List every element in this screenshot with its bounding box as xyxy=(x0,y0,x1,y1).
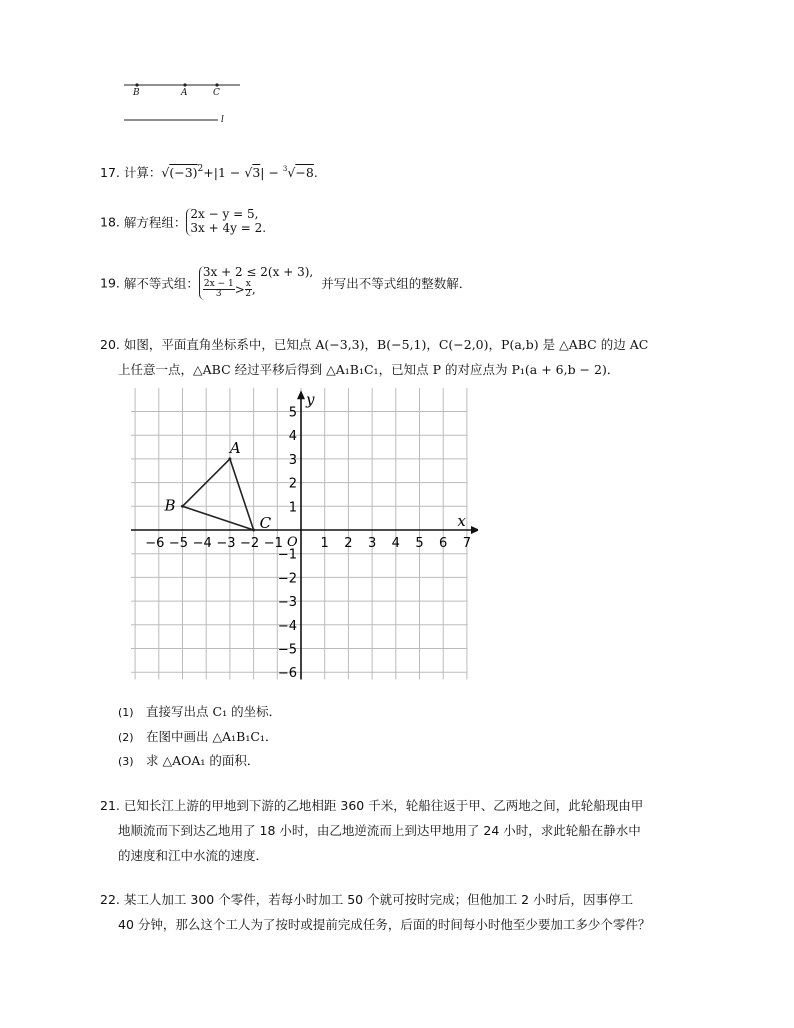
y-axis-arrow xyxy=(297,390,305,399)
q20-segment-ac: AC xyxy=(629,337,649,352)
question-22-line1 xyxy=(100,890,633,908)
q20-sub-1-math: C₁ xyxy=(212,704,228,719)
q20-sub-2 xyxy=(118,727,277,745)
q20-text-2c: ，已知点 xyxy=(378,362,429,377)
q19-ineq2: $\frac{2x - 1}{3}$ > $\frac{x}{2}$ , xyxy=(203,278,256,300)
point-a xyxy=(228,457,231,460)
question-20-line1: 20. 如图，平面直角坐标系中，已知点 A(−3,3)，B(−5,1)，C(−2,0)，P(a,b) 是 △ABC 的边 AC xyxy=(100,337,649,352)
q20-point-a: A(−3,3) xyxy=(315,337,365,352)
coordinate-plane xyxy=(128,385,478,680)
question-22-line2 xyxy=(118,915,650,933)
q20-text-2a: 上任意一点， xyxy=(118,362,194,377)
y-tick-label: −4 xyxy=(277,618,297,634)
q17-number: 17. xyxy=(100,165,120,180)
x-tick-label: −3 xyxy=(216,536,236,551)
q20-sub-2-text: 在图中画出 xyxy=(146,729,209,744)
q20-sub-3 xyxy=(118,751,259,769)
q18-prefix: 解方程组： xyxy=(123,214,187,230)
x-axis-arrow xyxy=(471,526,478,534)
q22-text-1d: 小时后，因事停工 xyxy=(533,892,634,907)
q21-hours-up: 24 xyxy=(483,823,500,838)
q18-system xyxy=(186,208,266,236)
q20-text-2b: 经过平移后得到 xyxy=(234,362,323,377)
q21-text-2c: 小时，求此轮船在静水中 xyxy=(503,823,641,838)
point-label-c: C xyxy=(259,514,272,532)
x-tick-label: 3 xyxy=(367,536,377,551)
x-tick-label: −4 xyxy=(192,536,212,551)
q20-sub-1-number: (1) xyxy=(118,706,134,719)
x-tick-label: −1 xyxy=(263,536,283,551)
q21-distance: 360 xyxy=(340,798,365,813)
x-tick-label: −5 xyxy=(168,536,189,551)
q19-prefix: 解不等式组： xyxy=(123,275,199,291)
origin-label: O xyxy=(287,535,298,550)
q21-text-1b: 千米，轮船往返于甲、乙两地之间，此轮船现由甲 xyxy=(368,798,644,813)
q22-minutes: 40 xyxy=(118,917,134,932)
label-a: A xyxy=(181,88,188,98)
q20-triangle: △ABC xyxy=(559,337,597,352)
q19-ineq1: 3x + 2 ≤ 2(x + 3), xyxy=(202,265,314,279)
y-tick-label: −1 xyxy=(277,547,297,563)
y-tick-label: 1 xyxy=(288,500,297,516)
question-21-line3 xyxy=(118,846,268,864)
q20-point-b: B(−5,1) xyxy=(377,337,427,352)
x-axis-label: x xyxy=(457,512,466,530)
q21-text-2a: 地顺流而下到达乙地用了 xyxy=(118,823,256,838)
q20-sub-3-tail: 的面积． xyxy=(209,753,260,768)
q21-text-2b: 小时，由乙地逆流而上到达甲地用了 xyxy=(279,823,480,838)
q20-text-1: 如图，平面直角坐标系中，已知点 xyxy=(123,337,312,352)
label-b: B xyxy=(133,88,140,98)
q20-point-p: P(a,b) xyxy=(501,337,539,352)
q22-text-2b: 分钟，那么这个工人为了按时或提前完成任务，后面的时间每小时他至少要加工多少个零件？ xyxy=(137,917,651,932)
q20-text-dot: ． xyxy=(606,362,620,377)
point-c xyxy=(215,83,218,86)
q20-sub-1-text: 直接写出点 xyxy=(146,704,209,719)
question-19 xyxy=(100,266,471,300)
q17-prefix: 计算： xyxy=(123,165,162,180)
q20-sub-3-math: △AOA₁ xyxy=(162,753,206,768)
y-tick-label: −2 xyxy=(277,571,297,587)
y-tick-label: −3 xyxy=(277,595,297,611)
q22-rate: 50 xyxy=(347,892,364,907)
q21-number: 21. xyxy=(100,798,120,813)
x-tick-label: 1 xyxy=(320,536,329,551)
q19-number: 19. xyxy=(100,275,120,291)
q22-number: 22. xyxy=(100,892,120,907)
x-tick-label: 2 xyxy=(344,536,353,551)
label-l: l xyxy=(221,115,224,125)
q20-sub-2-number: (2) xyxy=(118,731,134,744)
q18-eq2: 3x + 4y = 2. xyxy=(190,220,267,235)
q22-hours: 2 xyxy=(521,892,530,907)
q18-eq1: 2x − y = 5, xyxy=(190,207,259,221)
q20-sub-1 xyxy=(118,702,281,720)
q21-text-3: 的速度和江中水流的速度． xyxy=(118,848,269,863)
q19-system xyxy=(199,266,313,300)
y-tick-label: −6 xyxy=(277,666,297,680)
x-tick-label: 7 xyxy=(462,536,472,551)
q22-parts: 300 xyxy=(190,892,215,907)
q17-expression: $√(-3)^2+|1 - √3| - ^3√-8$. xyxy=(161,164,318,180)
q21-text-1a: 已知长江上游的甲地到下游的乙地相距 xyxy=(123,798,337,813)
y-tick-label: 4 xyxy=(288,429,297,445)
q20-text-edge: 的边 xyxy=(600,337,626,352)
q18-number: 18. xyxy=(100,214,120,230)
point-c xyxy=(252,529,255,532)
x-tick-label: −6 xyxy=(145,536,165,551)
q20-sub-3-number: (3) xyxy=(118,755,134,768)
point-b xyxy=(181,505,184,508)
point-label-a: A xyxy=(229,438,241,457)
q20-triangle-3: △A₁B₁C₁ xyxy=(326,362,379,377)
q20-sub-1-tail: 的坐标． xyxy=(231,704,282,719)
x-tick-label: 4 xyxy=(391,536,400,551)
point-b xyxy=(135,83,138,86)
x-tick-label: −2 xyxy=(240,536,260,551)
number-line-figure xyxy=(118,76,248,132)
q22-text-1c: 个就可按时完成；但他加工 xyxy=(367,892,518,907)
q22-text-1a: 某工人加工 xyxy=(123,892,187,907)
q19-suffix: 并写出不等式组的整数解． xyxy=(321,275,472,291)
question-20-line2 xyxy=(118,360,619,378)
q20-number: 20. xyxy=(100,337,120,352)
q21-hours-down: 18 xyxy=(259,823,276,838)
q20-point-c: C(−2,0) xyxy=(438,337,489,352)
question-18 xyxy=(100,208,266,236)
question-21-line2 xyxy=(118,821,641,839)
q20-point-p1: P₁(a + 6,b − 2) xyxy=(511,362,607,377)
triangle-abc xyxy=(183,459,254,530)
y-tick-label: 5 xyxy=(288,405,297,421)
q20-sub-3-text: 求 xyxy=(146,753,159,768)
q20-text-is: 是 xyxy=(542,337,556,352)
y-tick-label: 3 xyxy=(288,452,297,468)
q20-triangle-2: △ABC xyxy=(193,362,231,377)
y-tick-label: 2 xyxy=(288,476,297,492)
q22-text-1b: 个零件，若每小时加工 xyxy=(218,892,344,907)
y-axis-label: y xyxy=(306,390,315,409)
x-tick-label: 5 xyxy=(415,536,424,551)
q20-point-p2: P xyxy=(432,362,441,377)
q20-sub-2-math: △A₁B₁C₁ xyxy=(212,729,265,744)
y-tick-label: −5 xyxy=(277,642,297,658)
question-21-line1 xyxy=(100,796,643,814)
question-17 xyxy=(100,163,318,181)
point-a xyxy=(183,83,186,86)
label-c: C xyxy=(213,88,220,98)
q20-sub-2-tail: ． xyxy=(264,729,278,744)
x-tick-label: 6 xyxy=(439,536,448,551)
q20-text-2d: 的对应点为 xyxy=(444,362,508,377)
point-label-b: B xyxy=(164,496,176,515)
